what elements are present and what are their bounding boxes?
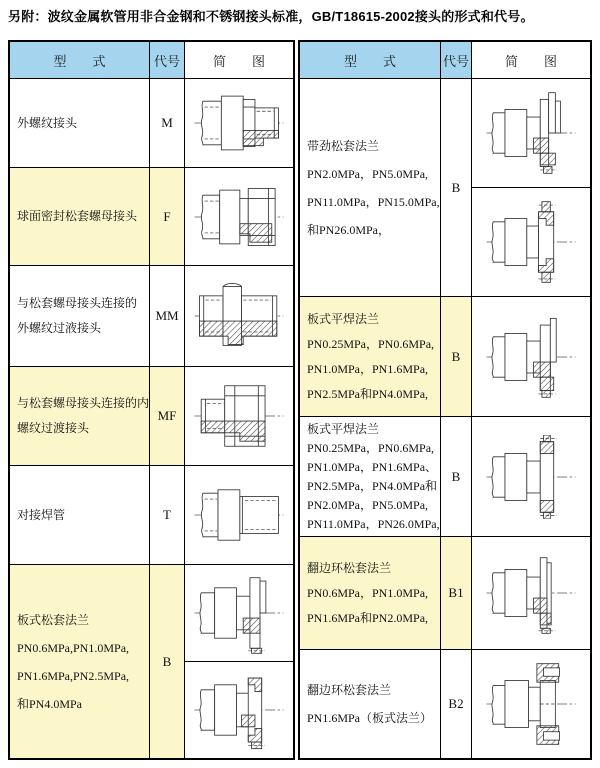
row-type-label: PN0.6MPa，PN1.0MPa,: [307, 585, 429, 600]
male-female-adapter-diagram: [190, 374, 288, 458]
neck-loose-flange-b-diagram: [482, 200, 580, 284]
plate-weld-flange-2-diagram: [482, 435, 580, 519]
row-type-cell: [300, 79, 441, 296]
swivel-nut-fitting-diagram: [190, 175, 288, 259]
row-type-label: 与松套螺母接头连接的内: [17, 396, 150, 410]
table-row: [10, 565, 293, 758]
plate-loose-flange-a-diagram: [190, 571, 288, 655]
row-type-label: 外螺纹接头: [17, 115, 78, 130]
row-type-cell: [300, 417, 441, 536]
row-code: B: [150, 565, 185, 758]
row-code: MF: [150, 367, 185, 465]
neck-loose-flange-a-diagram: [482, 91, 580, 175]
row-type-label: 带劲松套法兰: [307, 138, 380, 153]
fitting-table-left: [8, 40, 295, 760]
row-type-cell: [300, 297, 441, 416]
row-type-label: 翻边环松套法兰: [307, 683, 392, 697]
row-type-cell: [300, 537, 441, 649]
row-type-label: 与松套螺母接头连接的: [17, 296, 138, 310]
row-type-cell: [10, 466, 150, 564]
table-row: [10, 266, 293, 367]
table-header-row: [10, 42, 293, 79]
row-type-cell: [10, 79, 150, 167]
row-type-label: PN2.5MPa和PN4.0MPa,: [307, 386, 429, 401]
row-type-cell: [10, 565, 150, 758]
table-row: [10, 466, 293, 565]
row-type-label: PN1.6MPa（板式法兰）: [307, 711, 433, 725]
row-type-label: PN1.0MPa，PN1.6MPa、: [307, 459, 438, 474]
row-code: B2: [441, 650, 472, 758]
butt-weld-pipe-diagram: [190, 473, 288, 557]
table-row: [10, 79, 293, 168]
row-type-label: 外螺纹过液接头: [17, 321, 102, 335]
table-row: [300, 297, 590, 417]
row-type-label: PN1.6MPa和PN2.0MPa,: [307, 610, 429, 625]
row-code: T: [150, 466, 185, 564]
page-title: 另附：波纹金属软管用非合金钢和不锈钢接头标准，GB/T18615-2002接头的形式和代号。: [8, 9, 534, 24]
row-type-label: 和PN4.0MPa: [17, 696, 83, 711]
row-type-label: PN2.0MPa，PN5.0MPa,: [307, 497, 429, 512]
row-type-label: PN1.6MPa,PN2.5MPa,: [17, 668, 130, 683]
row-type-label: PN0.6MPa,PN1.0MPa,: [17, 640, 130, 655]
plate-weld-flange-1-diagram: [482, 315, 580, 399]
row-type-cell: [10, 367, 150, 465]
row-type-label: PN2.5MPa，PN4.0MPa和: [307, 478, 438, 493]
row-type-label: 板式平焊法兰: [307, 311, 380, 326]
table-row: [10, 367, 293, 466]
row-type-label: 对接焊管: [17, 507, 66, 522]
table-row: [10, 168, 293, 266]
header-type: 型 式: [10, 42, 150, 78]
row-code: B: [441, 79, 472, 296]
row-type-label: PN11.0MPa，PN15.0MPa,: [307, 194, 440, 209]
row-code: M: [150, 79, 185, 167]
table-row: [300, 417, 590, 537]
row-code: B1: [441, 537, 472, 649]
row-code: MM: [150, 266, 185, 366]
row-type-label: PN0.25MPa，PN0.6MPa,: [307, 440, 435, 455]
header-code: 代号: [441, 42, 472, 78]
header-diagram: 简 图: [472, 42, 590, 78]
header-code: 代号: [150, 42, 185, 78]
fitting-tables: [8, 40, 592, 760]
row-code: F: [150, 168, 185, 265]
row-code: B: [441, 297, 472, 416]
table-header-row: [300, 42, 590, 79]
row-type-cell: [10, 266, 150, 366]
header-type: 型 式: [300, 42, 441, 78]
row-type-label: 球面密封松套螺母接头: [17, 209, 138, 223]
row-type-label: 翻边环松套法兰: [307, 560, 392, 575]
row-type-label: 板式松套法兰: [17, 612, 90, 627]
row-type-label: PN1.0MPa，PN1.6MPa,: [307, 361, 429, 376]
row-type-cell: [300, 650, 441, 758]
row-code: B: [441, 417, 472, 536]
male-male-adapter-diagram: [190, 274, 288, 358]
row-type-label: PN0.25MPa，PN0.6MPa,: [307, 336, 435, 351]
table-row: [300, 537, 590, 650]
header-diagram: 简 图: [185, 42, 293, 78]
row-type-label: 和PN26.0MPa，: [307, 222, 391, 237]
row-type-label: PN11.0MPa，PN26.0MPa,: [307, 516, 440, 531]
table-row: [300, 650, 590, 758]
plate-loose-flange-b-diagram: [190, 668, 288, 752]
row-type-label: 板式平焊法兰: [307, 421, 380, 436]
table-row: [300, 79, 590, 297]
fitting-table-right: [298, 40, 592, 760]
flanged-ring-plate-flange-diagram: [482, 662, 580, 746]
row-type-label: 螺纹过渡接头: [17, 421, 90, 435]
row-type-cell: [10, 168, 150, 265]
row-type-label: PN2.0MPa，PN5.0MPa,: [307, 166, 429, 181]
flanged-ring-loose-flange-diagram: [482, 551, 580, 635]
male-thread-fitting-diagram: [190, 81, 288, 165]
